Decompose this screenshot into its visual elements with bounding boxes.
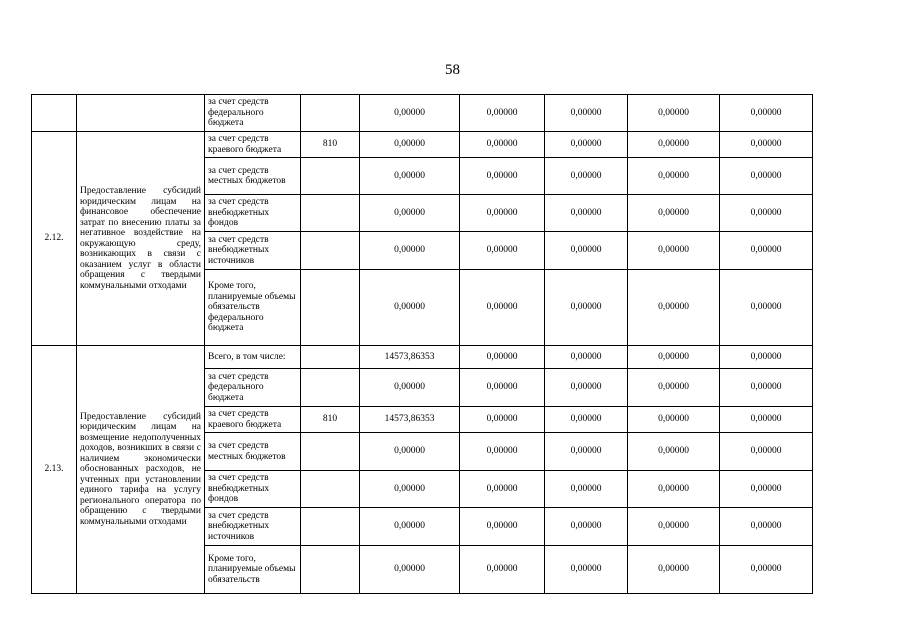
funding-source: за счет средств краевого бюджета [205, 132, 301, 158]
value-cell: 0,00000 [720, 270, 813, 346]
value-cell: 0,00000 [720, 232, 813, 270]
row-index: 2.12. [32, 132, 77, 346]
funding-source: за счет средств федерального бюджета [205, 95, 301, 132]
value-cell: 0,00000 [545, 195, 628, 232]
value-cell: 0,00000 [545, 508, 628, 546]
budget-code [301, 270, 360, 346]
budget-table [31, 94, 813, 594]
funding-source: за счет средств внебюджетных источников [205, 508, 301, 546]
value-cell: 0,00000 [628, 471, 720, 508]
value-cell: 0,00000 [628, 433, 720, 471]
value-cell: 0,00000 [360, 232, 460, 270]
value-cell: 0,00000 [460, 471, 545, 508]
budget-code [301, 232, 360, 270]
table-body [32, 95, 813, 594]
value-cell: 0,00000 [360, 158, 460, 195]
value-cell: 0,00000 [720, 346, 813, 369]
value-cell: 0,00000 [360, 471, 460, 508]
value-cell: 0,00000 [545, 158, 628, 195]
value-cell: 0,00000 [545, 369, 628, 407]
value-cell: 0,00000 [628, 508, 720, 546]
funding-source: за счет средств местных бюджетов [205, 158, 301, 195]
value-cell: 0,00000 [720, 546, 813, 594]
value-cell: 0,00000 [460, 270, 545, 346]
value-cell: 0,00000 [545, 132, 628, 158]
budget-code [301, 433, 360, 471]
measure-description [77, 95, 205, 132]
budget-code [301, 95, 360, 132]
value-cell: 0,00000 [460, 369, 545, 407]
row-index: 2.13. [32, 346, 77, 594]
value-cell: 0,00000 [720, 407, 813, 433]
value-cell: 0,00000 [360, 508, 460, 546]
value-cell: 0,00000 [545, 546, 628, 594]
value-cell: 0,00000 [460, 346, 545, 369]
value-cell: 0,00000 [628, 195, 720, 232]
table-row [32, 346, 813, 369]
value-cell: 14573,86353 [360, 346, 460, 369]
value-cell: 0,00000 [460, 433, 545, 471]
table-row [32, 132, 813, 158]
value-cell: 0,00000 [460, 232, 545, 270]
value-cell: 0,00000 [628, 346, 720, 369]
budget-code [301, 369, 360, 407]
value-cell: 0,00000 [360, 270, 460, 346]
value-cell: 0,00000 [720, 471, 813, 508]
value-cell: 0,00000 [460, 407, 545, 433]
funding-source: за счет средств внебюджетных фондов [205, 471, 301, 508]
budget-code [301, 508, 360, 546]
value-cell: 0,00000 [720, 132, 813, 158]
funding-source: за счет средств краевого бюджета [205, 407, 301, 433]
value-cell: 0,00000 [545, 433, 628, 471]
value-cell: 0,00000 [720, 195, 813, 232]
value-cell: 0,00000 [545, 95, 628, 132]
value-cell: 0,00000 [460, 158, 545, 195]
budget-code [301, 346, 360, 369]
funding-source: Всего, в том числе: [205, 346, 301, 369]
value-cell: 0,00000 [545, 471, 628, 508]
value-cell: 0,00000 [460, 508, 545, 546]
value-cell: 0,00000 [628, 546, 720, 594]
value-cell: 0,00000 [628, 95, 720, 132]
budget-code [301, 546, 360, 594]
page-number: 58 [445, 62, 460, 78]
funding-source: за счет средств федерального бюджета [205, 369, 301, 407]
value-cell: 14573,86353 [360, 407, 460, 433]
value-cell: 0,00000 [628, 132, 720, 158]
table-row [32, 95, 813, 132]
value-cell: 0,00000 [628, 270, 720, 346]
value-cell: 0,00000 [628, 158, 720, 195]
value-cell: 0,00000 [628, 232, 720, 270]
value-cell: 0,00000 [360, 546, 460, 594]
value-cell: 0,00000 [460, 95, 545, 132]
value-cell: 0,00000 [360, 369, 460, 407]
value-cell: 0,00000 [545, 270, 628, 346]
budget-code: 810 [301, 407, 360, 433]
value-cell: 0,00000 [628, 407, 720, 433]
value-cell: 0,00000 [720, 369, 813, 407]
value-cell: 0,00000 [545, 232, 628, 270]
measure-description: Предоставление субсидий юридическим лицам на финансовое обеспечение затрат по внесению платы за негативное воздействие на окружающую среду, возникающих в связи с оказанием услуг в области обращения с твердыми коммунальными отходами [77, 132, 205, 346]
value-cell: 0,00000 [720, 158, 813, 195]
funding-source: за счет средств внебюджетных источников [205, 232, 301, 270]
row-index [32, 95, 77, 132]
value-cell: 0,00000 [360, 95, 460, 132]
value-cell: 0,00000 [720, 95, 813, 132]
budget-code [301, 195, 360, 232]
value-cell: 0,00000 [720, 508, 813, 546]
value-cell: 0,00000 [460, 132, 545, 158]
funding-source: за счет средств внебюджетных фондов [205, 195, 301, 232]
value-cell: 0,00000 [460, 195, 545, 232]
funding-source: за счет средств местных бюджетов [205, 433, 301, 471]
value-cell: 0,00000 [360, 195, 460, 232]
value-cell: 0,00000 [545, 407, 628, 433]
funding-source: Кроме того, планируемые объемы обязательств федерального бюджета [205, 270, 301, 346]
budget-code [301, 158, 360, 195]
funding-source: Кроме того, планируемые объемы обязательств [205, 546, 301, 594]
measure-description: Предоставление субсидий юридическим лицам на возмещение недополученных доходов, возникших в связи с наличием экономически обоснованных расходов, не учтенных при установлении единого тарифа на услугу регионального оператора по обращению с твердыми коммунальными отходами [77, 346, 205, 594]
value-cell: 0,00000 [460, 546, 545, 594]
value-cell: 0,00000 [720, 433, 813, 471]
value-cell: 0,00000 [628, 369, 720, 407]
value-cell: 0,00000 [545, 346, 628, 369]
value-cell: 0,00000 [360, 433, 460, 471]
value-cell: 0,00000 [360, 132, 460, 158]
budget-code: 810 [301, 132, 360, 158]
budget-code [301, 471, 360, 508]
